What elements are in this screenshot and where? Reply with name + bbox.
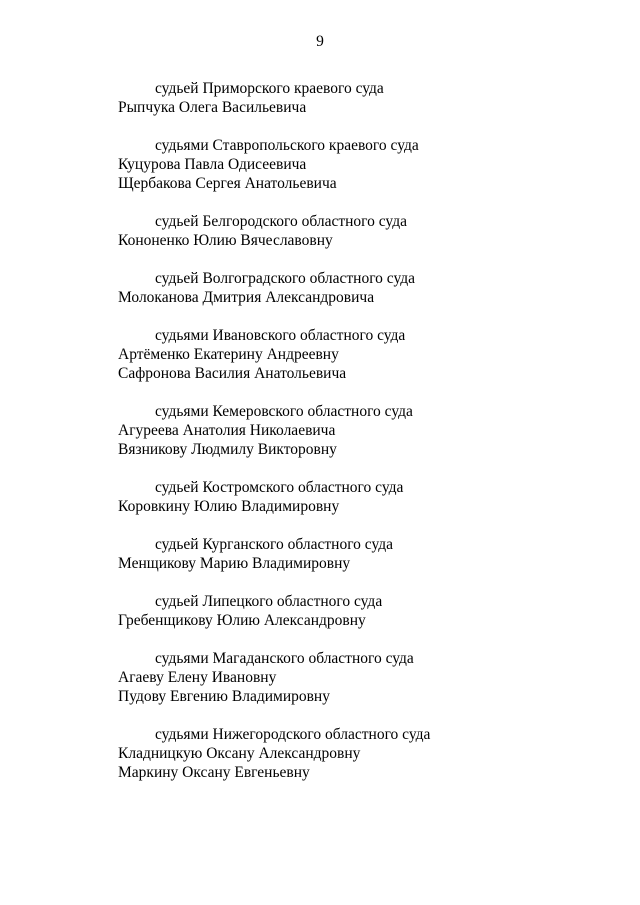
judge-name: Кононенко Юлию Вячеславовну [118,232,333,249]
judge-name: Артёменко Екатерину Андреевну [118,346,339,363]
judge-name: Куцурова Павла Одисеевича [118,156,307,173]
appointment-section [118,725,598,782]
judge-name: Рыпчука Олега Васильевича [118,99,307,116]
appointment-section [118,649,598,706]
court-title: судьями Нижегородского областного суда [155,726,431,743]
judge-name: Сафронова Василия Анатольевича [118,365,347,382]
judge-name: Кладницкую Оксану Александровну [118,745,361,762]
court-title: судьей Костромского областного суда [155,479,404,496]
appointment-section [118,269,598,307]
judge-name: Гребенщикову Юлию Александровну [118,612,366,629]
judge-name: Менщикову Марию Владимировну [118,555,351,572]
appointment-section [118,212,598,250]
judge-name: Агуреева Анатолия Николаевича [118,422,336,439]
appointment-section [118,326,598,383]
appointment-section [118,79,598,117]
court-title: судьей Белгородского областного суда [155,213,407,230]
court-title: судьями Ставропольского краевого суда [155,137,419,154]
court-title: судьей Волгоградского областного суда [155,270,416,287]
judge-name: Вязникову Людмилу Викторовну [118,441,337,458]
court-title: судьями Магаданского областного суда [155,650,414,667]
court-title: судьями Кемеровского областного суда [155,403,413,420]
appointment-section [118,402,598,459]
judge-name: Коровкину Юлию Владимировну [118,498,340,515]
appointment-section [118,478,598,516]
judge-name: Пудову Евгению Владимировну [118,688,330,705]
judge-name: Щербакова Сергея Анатольевича [118,175,337,192]
appointment-section [118,592,598,630]
judge-name: Молоканова Дмитрия Александровича [118,289,375,306]
judge-name: Агаеву Елену Ивановну [118,669,277,686]
court-title: судьей Липецкого областного суда [155,593,383,610]
page-number: 9 [316,33,324,50]
court-title: судьями Ивановского областного суда [155,327,406,344]
court-title: судьей Курганского областного суда [155,536,394,553]
appointment-section [118,535,598,573]
judge-name: Маркину Оксану Евгеньевну [118,764,310,781]
court-title: судьей Приморского краевого суда [155,80,384,97]
appointment-section [118,136,598,193]
appointments-list [118,79,598,801]
